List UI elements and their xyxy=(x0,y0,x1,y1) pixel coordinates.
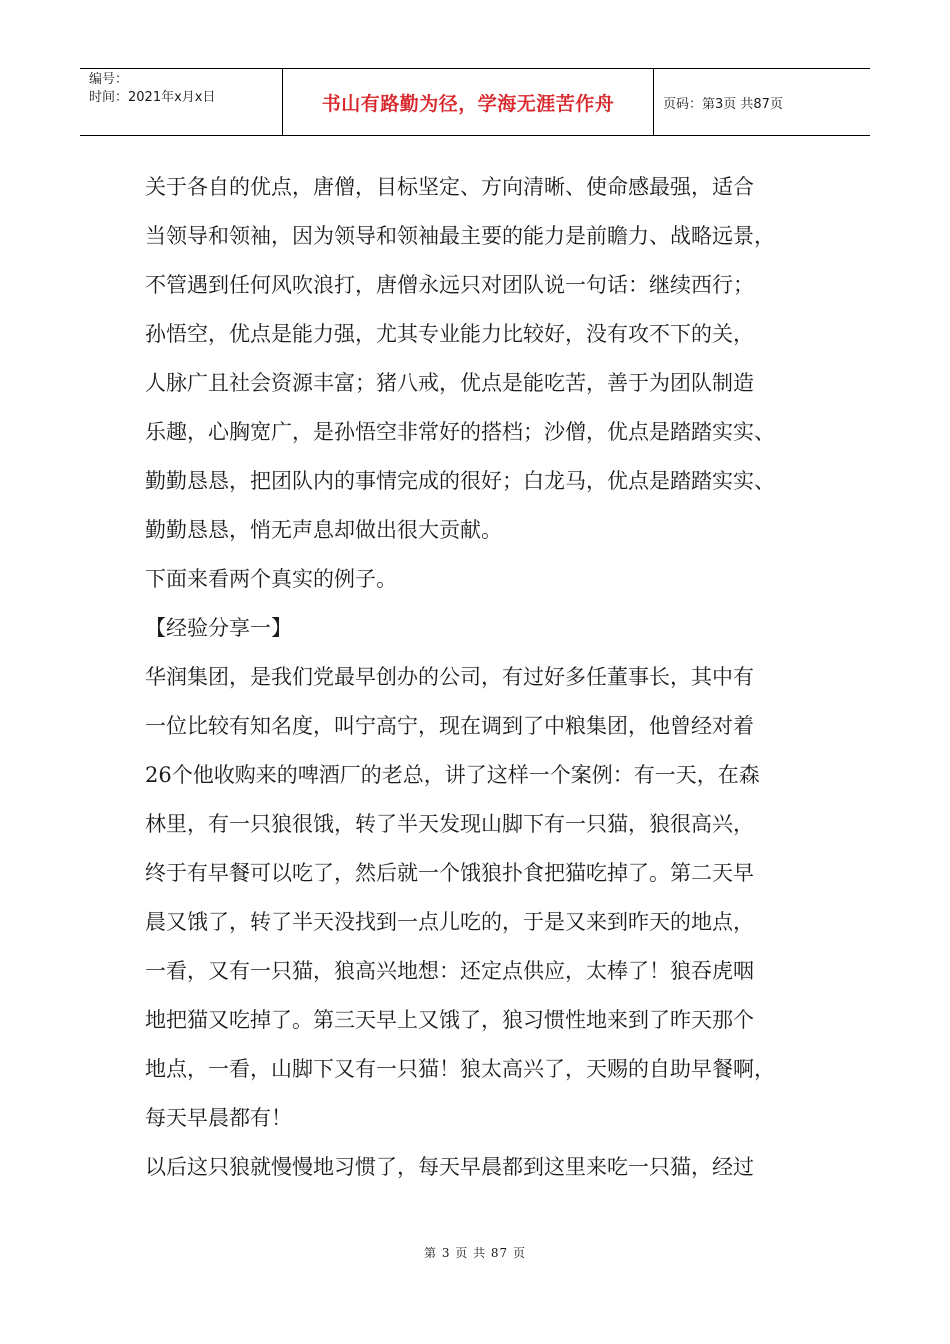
body-line: 一看，又有一只猫，狼高兴地想：还定点供应，太棒了！狼吞虎咽 xyxy=(145,959,754,983)
body-line: 乐趣，心胸宽广，是孙悟空非常好的搭档；沙僧，优点是踏踏实实、 xyxy=(145,420,775,444)
header-page-code: 页码：第3页 共87页 xyxy=(663,96,783,112)
body-line: 人脉广且社会资源丰富；猪八戒，优点是能吃苦，善于为团队制造 xyxy=(145,371,754,395)
body-line: 一位比较有知名度，叫宁高宁，现在调到了中粮集团，他曾经对着 xyxy=(145,714,754,738)
body-line: 孙悟空，优点是能力强，尤其专业能力比较好，没有攻不下的关， xyxy=(145,322,754,346)
header-meta xyxy=(80,69,283,135)
body-line: 林里，有一只狼很饿，转了半天发现山脚下有一只猫，狼很高兴， xyxy=(145,812,754,836)
document-body xyxy=(145,163,835,1192)
body-line: 当领导和领袖，因为领导和领袖最主要的能力是前瞻力、战略远景， xyxy=(145,224,775,248)
body-line: 勤勤恳恳，悄无声息却做出很大贡献。 xyxy=(145,518,502,542)
body-line: 华润集团，是我们党最早创办的公司，有过好多任董事长，其中有 xyxy=(145,665,754,689)
body-line: 每天早晨都有！ xyxy=(145,1106,292,1130)
page-footer: 第 3 页 共 87 页 xyxy=(424,1246,526,1260)
document-number-label: 编号： xyxy=(89,72,129,87)
body-line: 地把猫又吃掉了。第三天早上又饿了，狼习惯性地来到了昨天那个 xyxy=(145,1008,754,1032)
body-line: 不管遇到任何风吹浪打，唐僧永远只对团队说一句话：继续西行； xyxy=(145,273,754,297)
body-line: 终于有早餐可以吃了，然后就一个饿狼扑食把猫吃掉了。第二天早 xyxy=(145,861,754,885)
body-line: 晨又饿了，转了半天没找到一点儿吃的，于是又来到昨天的地点， xyxy=(145,910,754,934)
page-header xyxy=(80,68,870,136)
body-line: 26个他收购来的啤酒厂的老总，讲了这样一个案例：有一天，在森 xyxy=(145,763,760,787)
header-motto: 书山有路勤为径，学海无涯苦作舟 xyxy=(283,69,654,135)
document-date: 时间：2021年x月x日 xyxy=(89,90,216,105)
body-line: 地点，一看，山脚下又有一只猫！狼太高兴了，天赐的自助早餐啊， xyxy=(145,1057,775,1081)
body-line: 勤勤恳恳，把团队内的事情完成的很好；白龙马，优点是踏踏实实、 xyxy=(145,469,775,493)
body-line: 以后这只狼就慢慢地习惯了，每天早晨都到这里来吃一只猫，经过 xyxy=(145,1155,754,1179)
body-line: 关于各自的优点，唐僧，目标坚定、方向清晰、使命感最强，适合 xyxy=(145,175,754,199)
body-line: 【经验分享一】 xyxy=(145,616,292,640)
body-line: 下面来看两个真实的例子。 xyxy=(145,567,397,591)
